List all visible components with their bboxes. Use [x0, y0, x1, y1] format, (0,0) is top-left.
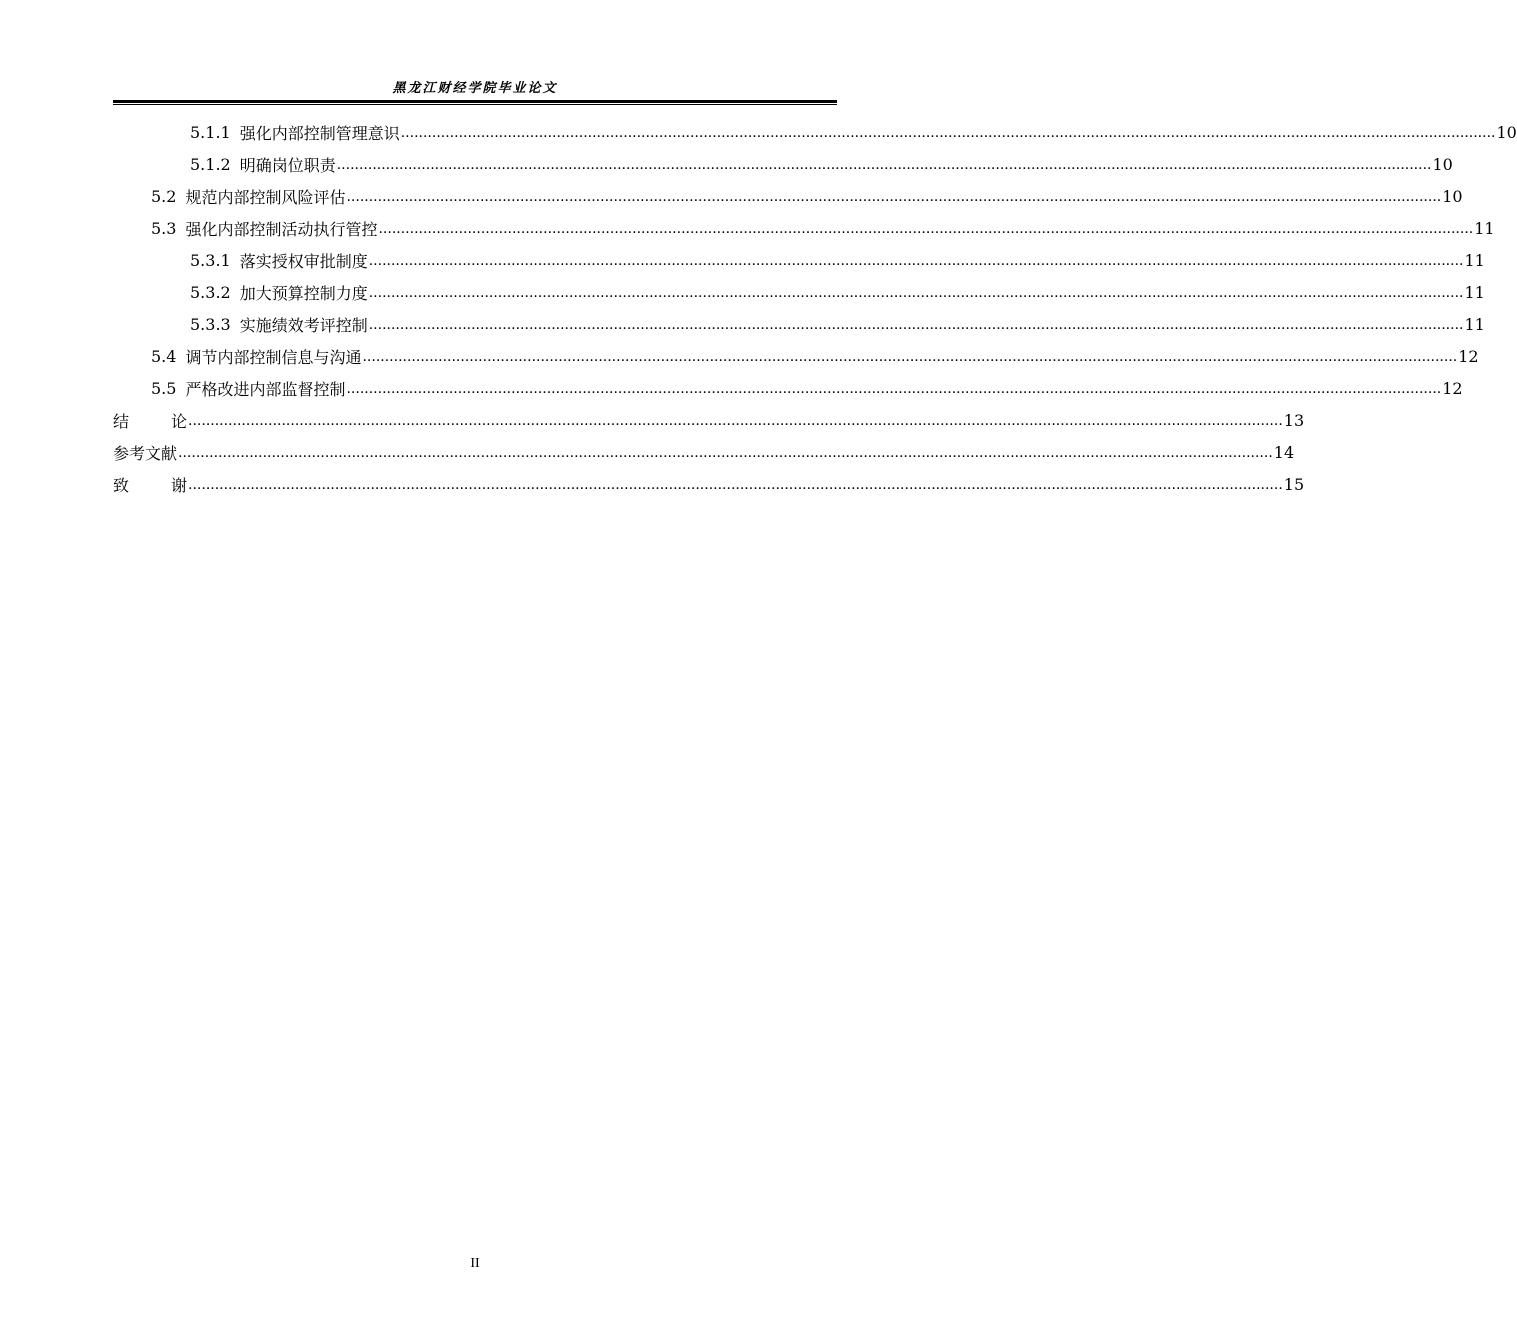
toc-entry-page: 10 [1496, 122, 1517, 142]
toc-entry-page: 12 [1442, 378, 1463, 398]
header-rule-thick [113, 100, 837, 103]
toc-entry-conclusion [113, 404, 1305, 436]
toc-entry-number: 5.3.3 [190, 314, 231, 334]
toc-entry-title: 严格改进内部监督控制 [185, 379, 346, 399]
toc-entry-page: 12 [1458, 346, 1479, 366]
toc-entry [113, 340, 1479, 372]
toc-entry [113, 308, 1485, 340]
toc-entry-leader: ...................................................................................................................................................................................................................................................... [336, 157, 1432, 173]
toc-entry-leader: ...................................................................................................................................................................................................................................................... [188, 477, 1283, 493]
toc-entry-title: 实施绩效考评控制 [239, 315, 368, 335]
toc-entry-number: 5.1.1 [190, 122, 231, 142]
toc-entry-title: 强化内部控制活动执行管控 [185, 219, 378, 239]
toc-entry-page: 15 [1283, 474, 1305, 494]
toc-entry-leader: ...................................................................................................................................................................................................................................................... [346, 381, 1442, 397]
toc-entry [113, 148, 1453, 180]
toc-entry-title: 规范内部控制风险评估 [185, 187, 346, 207]
toc-entry-number: 5.3.2 [190, 282, 231, 302]
toc-entry-leader: ...................................................................................................................................................................................................................................................... [378, 221, 1474, 237]
toc-entry-page: 11 [1464, 250, 1485, 270]
toc-entry [113, 212, 1495, 244]
toc-entry-page: 14 [1273, 442, 1295, 462]
toc-entry [113, 180, 1463, 212]
toc-entry-leader: ...................................................................................................................................................................................................................................................... [188, 413, 1283, 429]
toc-entry-title: 调节内部控制信息与沟通 [185, 347, 362, 367]
toc-entry-number: 5.3.1 [190, 250, 231, 270]
toc-entry [113, 276, 1485, 308]
toc-entry-leader: ...................................................................................................................................................................................................................................................... [368, 317, 1464, 333]
toc-entry-page: 11 [1474, 218, 1495, 238]
toc-entry-page: 11 [1464, 282, 1485, 302]
toc-entry-page: 10 [1432, 154, 1453, 174]
toc-entry [113, 116, 1517, 148]
toc-entry-page: 13 [1283, 410, 1305, 430]
toc-entry-page: 11 [1464, 314, 1485, 334]
toc-entry-leader: ...................................................................................................................................................................................................................................................... [346, 189, 1442, 205]
toc-entry-leader: ...................................................................................................................................................................................................................................................... [178, 445, 1273, 461]
toc-entry-title: 致谢 [113, 475, 230, 495]
toc-entry-references [113, 436, 1295, 468]
header-rule-thin [113, 104, 837, 105]
toc-entry-leader: ...................................................................................................................................................................................................................................................... [362, 349, 1458, 365]
toc-entry-title: 强化内部控制管理意识 [239, 123, 400, 143]
toc-entry-title: 加大预算控制力度 [239, 283, 368, 303]
toc-entry-acknowledgements [113, 468, 1305, 500]
toc-entry-title: 落实授权审批制度 [239, 251, 368, 271]
toc-entry [113, 372, 1463, 404]
toc-entry-number: 5.2 [151, 186, 177, 206]
toc-entry-number: 5.4 [151, 346, 177, 366]
toc-entry-number: 5.1.2 [190, 154, 231, 174]
header-title: 黑龙江财经学院毕业论文 [392, 81, 558, 96]
toc-entry-number: 5.3 [151, 218, 177, 238]
toc-entry-title: 结论 [113, 411, 230, 431]
table-of-contents [113, 116, 1517, 500]
toc-entry-number: 5.5 [151, 378, 177, 398]
page-number: II [470, 1256, 480, 1271]
toc-entry-leader: ...................................................................................................................................................................................................................................................... [400, 125, 1496, 141]
toc-entry [113, 244, 1485, 276]
toc-entry-title: 明确岗位职责 [239, 155, 336, 175]
toc-entry-leader: ...................................................................................................................................................................................................................................................... [368, 253, 1464, 269]
toc-entry-title: 参考文献 [113, 443, 178, 463]
toc-entry-leader: ...................................................................................................................................................................................................................................................... [368, 285, 1464, 301]
toc-entry-page: 10 [1442, 186, 1463, 206]
